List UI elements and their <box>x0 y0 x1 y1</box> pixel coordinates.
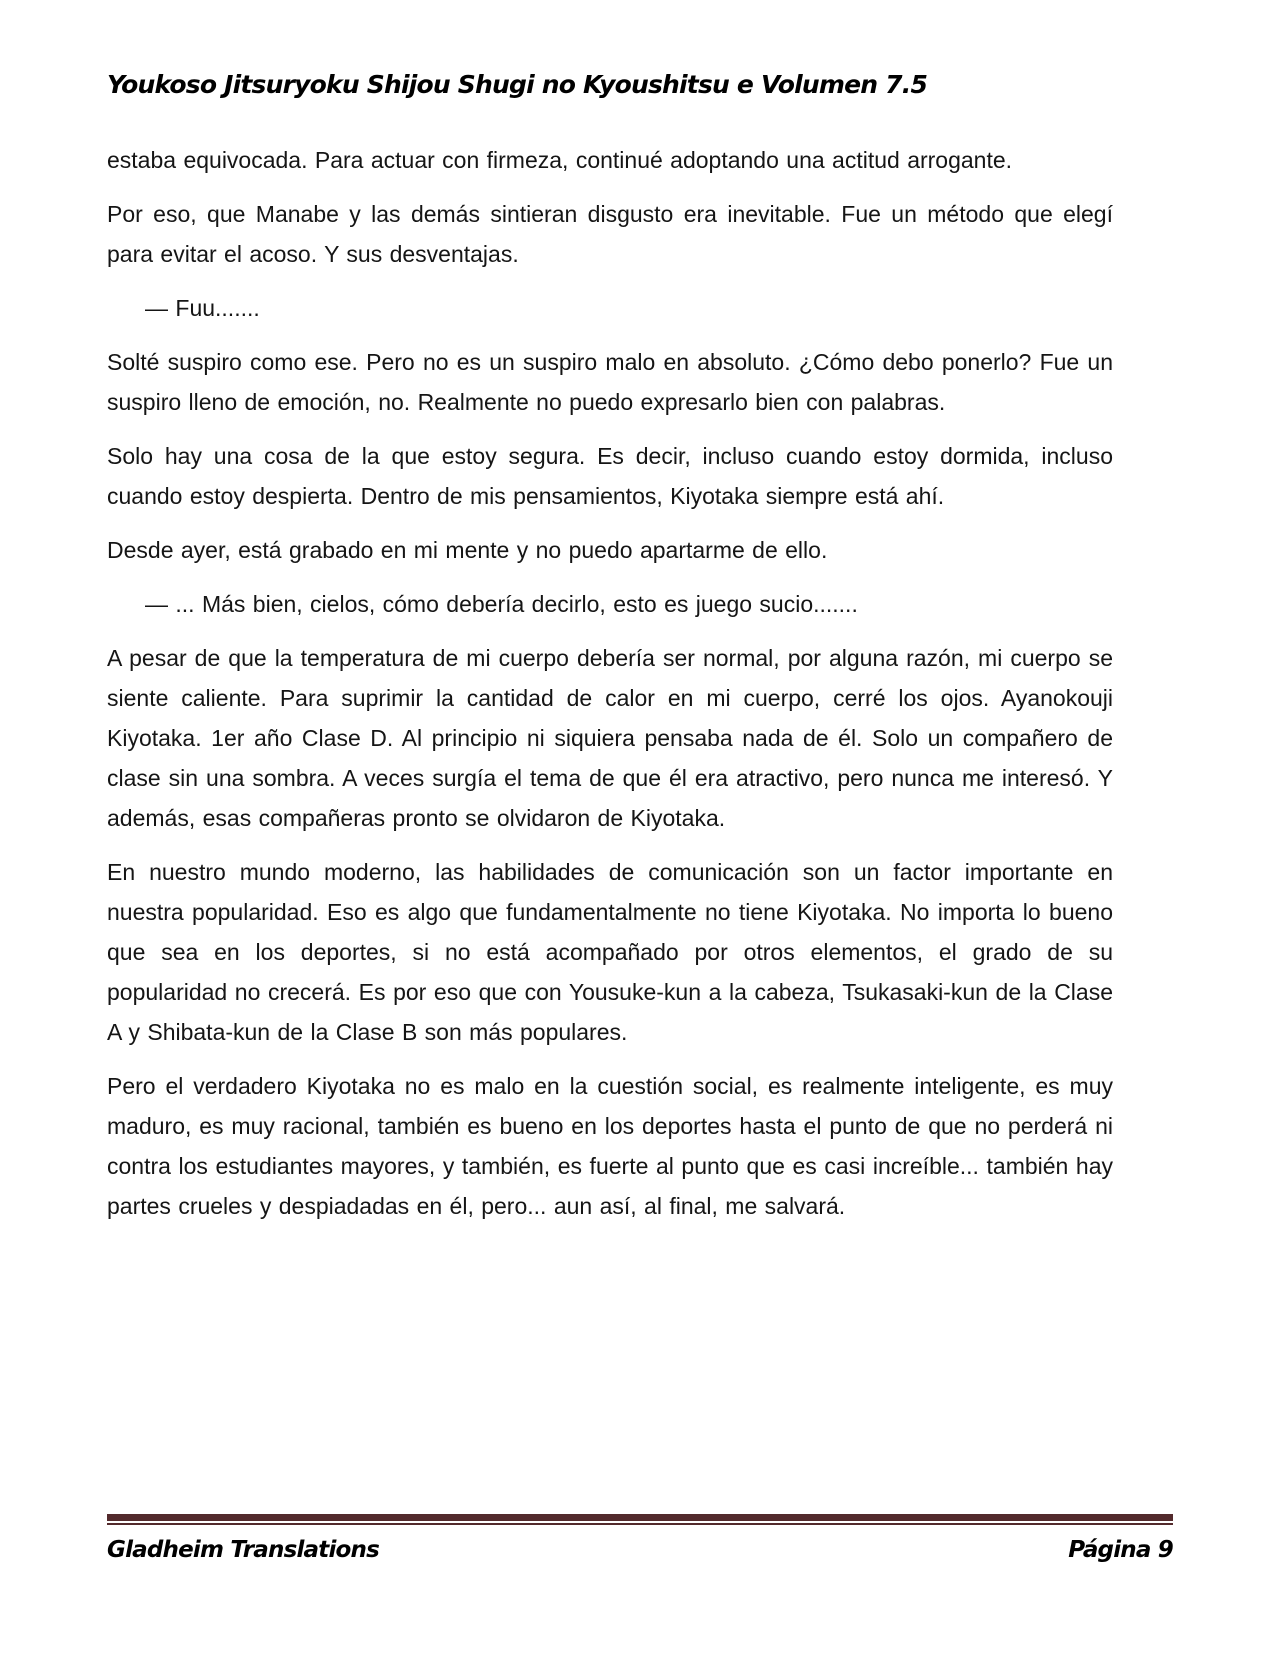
footer-rule-thick-line <box>107 1514 1173 1521</box>
paragraph: Solo hay una cosa de la que estoy segura. Es decir, incluso cuando estoy dormida, incluso cuando estoy despierta. Dentro de mis pensamientos, Kiyotaka siempre está ahí. <box>107 443 1113 509</box>
paragraph: A pesar de que la temperatura de mi cuerpo debería ser normal, por alguna razón, mi cuerpo se siente caliente. Para suprimir la cantidad de calor en mi cuerpo, cerré los ojos. Ayanokouji Kiyotaka. 1er año Clase D. Al principio ni siquiera pensaba nada de él. Solo un compañero de clase sin una sombra. A veces surgía el tema de que él era atractivo, pero nunca me interesó. Y además, esas compañeras pronto se olvidaron de Kiyotaka. <box>107 645 1113 831</box>
footer-rule <box>107 1514 1173 1525</box>
paragraph: Pero el verdadero Kiyotaka no es malo en la cuestión social, es realmente inteligente, es muy maduro, es muy racional, también es bueno en los deportes hasta el punto de que no perderá ni contra los estudiantes mayores, y también, es fuerte al punto que es casi increíble... también hay partes crueles y despiadadas en él, pero... aun así, al final, me salvará. <box>107 1073 1113 1219</box>
footer-rule-thin-line <box>107 1523 1173 1525</box>
body-content <box>107 140 1113 1240</box>
paragraph: estaba equivocada. Para actuar con firmeza, continué adoptando una actitud arrogante. <box>107 147 1013 173</box>
header-title: Youkoso Jitsuryoku Shijou Shugi no Kyoushitsu e Volumen 7.5 <box>107 70 928 99</box>
paragraph: Por eso, que Manabe y las demás sintieran disgusto era inevitable. Fue un método que elegí para evitar el acoso. Y sus desventajas. <box>107 201 1113 267</box>
paragraph: Solté suspiro como ese. Pero no es un suspiro malo en absoluto. ¿Cómo debo ponerlo? Fue un suspiro lleno de emoción, no. Realmente no puedo expresarlo bien con palabras. <box>107 349 1113 415</box>
dialogue-line: — Fuu....... <box>145 295 260 321</box>
page-footer <box>107 1537 1173 1563</box>
dialogue-line: — ... Más bien, cielos, cómo debería decirlo, esto es juego sucio....... <box>145 591 858 617</box>
paragraph: En nuestro mundo moderno, las habilidades de comunicación son un factor importante en nuestra popularidad. Eso es algo que fundamentalmente no tiene Kiyotaka. No importa lo bueno que sea en los deportes, si no está acompañado por otros elementos, el grado de su popularidad no crecerá. Es por eso que con Yousuke-kun a la cabeza, Tsukasaki-kun de la Clase A y Shibata-kun de la Clase B son más populares. <box>107 859 1113 1045</box>
footer-page-number: Página 9 <box>1068 1537 1173 1563</box>
paragraph: Desde ayer, está grabado en mi mente y no puedo apartarme de ello. <box>107 537 828 563</box>
page-header <box>107 70 1173 99</box>
footer-translator-credit: Gladheim Translations <box>107 1537 380 1563</box>
